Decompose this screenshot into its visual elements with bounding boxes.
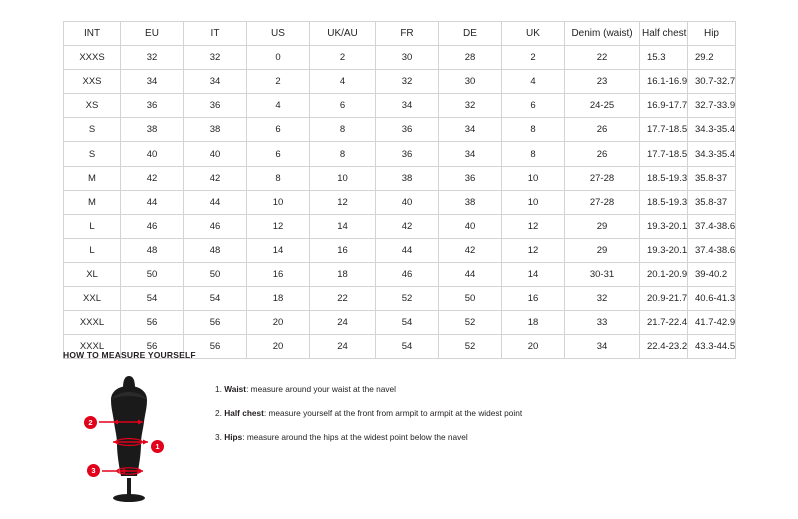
column-header-uk-au: UK/AU (310, 22, 376, 46)
step-text: : measure yourself at the front from armpit to armpit at the widest point (263, 408, 523, 418)
cell-it: 56 (184, 335, 247, 359)
cell-us: 14 (247, 238, 310, 262)
cell-int: XXL (64, 287, 121, 311)
cell-de: 44 (439, 262, 502, 286)
cell-uk-au: 8 (310, 118, 376, 142)
cell-half-chest: 17.7-18.5 (640, 142, 688, 166)
cell-hip: 29.2 (688, 46, 736, 70)
size-table (63, 21, 736, 359)
cell-de: 34 (439, 142, 502, 166)
cell-eu: 44 (121, 190, 184, 214)
cell-us: 4 (247, 94, 310, 118)
cell-fr: 52 (376, 287, 439, 311)
cell-half-chest: 22.4-23.2 (640, 335, 688, 359)
size-table-head (64, 22, 736, 46)
cell-uk-au: 4 (310, 70, 376, 94)
cell-uk-au: 14 (310, 214, 376, 238)
cell-de: 28 (439, 46, 502, 70)
step-term: Half chest (224, 408, 264, 418)
cell-us: 20 (247, 311, 310, 335)
cell-uk-au: 16 (310, 238, 376, 262)
cell-it: 46 (184, 214, 247, 238)
cell-de: 50 (439, 287, 502, 311)
column-header-eu: EU (121, 22, 184, 46)
cell-us: 0 (247, 46, 310, 70)
cell-it: 56 (184, 311, 247, 335)
cell-hip: 41.7-42.9 (688, 311, 736, 335)
cell-uk-au: 2 (310, 46, 376, 70)
cell-us: 6 (247, 118, 310, 142)
cell-fr: 32 (376, 70, 439, 94)
mannequin-figure (63, 370, 193, 505)
cell-us: 8 (247, 166, 310, 190)
cell-half-chest: 19.3-20.1 (640, 214, 688, 238)
table-row (64, 190, 736, 214)
cell-de: 38 (439, 190, 502, 214)
cell-uk: 2 (502, 46, 565, 70)
cell-uk-au: 24 (310, 311, 376, 335)
table-row (64, 214, 736, 238)
table-row (64, 262, 736, 286)
cell-it: 42 (184, 166, 247, 190)
cell-uk: 4 (502, 70, 565, 94)
cell-us: 16 (247, 262, 310, 286)
cell-half-chest: 21.7-22.4 (640, 311, 688, 335)
cell-eu: 56 (121, 311, 184, 335)
cell-eu: 56 (121, 335, 184, 359)
step-number: 2. (215, 408, 222, 418)
cell-eu: 38 (121, 118, 184, 142)
cell-half-chest: 18.5-19.3 (640, 190, 688, 214)
cell-int: XL (64, 262, 121, 286)
cell-eu: 50 (121, 262, 184, 286)
cell-de: 40 (439, 214, 502, 238)
cell-eu: 42 (121, 166, 184, 190)
cell-de: 32 (439, 94, 502, 118)
column-header-us: US (247, 22, 310, 46)
figure-badge-3: 3 (87, 464, 100, 477)
step-term: Hips (224, 432, 243, 442)
cell-hip: 32.7-33.9 (688, 94, 736, 118)
cell-hip: 34.3-35.4 (688, 118, 736, 142)
cell-fr: 34 (376, 94, 439, 118)
cell-it: 32 (184, 46, 247, 70)
cell-it: 50 (184, 262, 247, 286)
cell-fr: 36 (376, 118, 439, 142)
cell-fr: 42 (376, 214, 439, 238)
column-header-denim-waist: Denim (waist) (565, 22, 640, 46)
cell-eu: 46 (121, 214, 184, 238)
cell-denim-waist: 22 (565, 46, 640, 70)
column-header-int: INT (64, 22, 121, 46)
cell-fr: 54 (376, 335, 439, 359)
figure-badge-1: 1 (151, 440, 164, 453)
cell-denim-waist: 26 (565, 118, 640, 142)
cell-uk: 20 (502, 335, 565, 359)
cell-it: 34 (184, 70, 247, 94)
cell-int: M (64, 166, 121, 190)
cell-uk: 10 (502, 190, 565, 214)
step-number: 1. (215, 384, 222, 394)
how-to-measure-body (63, 370, 763, 505)
cell-half-chest: 16.1-16.9 (640, 70, 688, 94)
cell-it: 44 (184, 190, 247, 214)
cell-denim-waist: 29 (565, 214, 640, 238)
cell-half-chest: 16.9-17.7 (640, 94, 688, 118)
how-to-measure-title: HOW TO MEASURE YOURSELF (63, 350, 196, 360)
cell-uk: 8 (502, 142, 565, 166)
cell-denim-waist: 30-31 (565, 262, 640, 286)
cell-eu: 48 (121, 238, 184, 262)
cell-us: 6 (247, 142, 310, 166)
cell-uk: 6 (502, 94, 565, 118)
cell-us: 12 (247, 214, 310, 238)
cell-int: S (64, 118, 121, 142)
cell-hip: 37.4-38.6 (688, 214, 736, 238)
step-text: : measure around the hips at the widest point below the navel (242, 432, 468, 442)
cell-hip: 43.3-44.5 (688, 335, 736, 359)
table-row (64, 118, 736, 142)
size-table-container (63, 21, 735, 359)
cell-hip: 37.4-38.6 (688, 238, 736, 262)
size-table-body (64, 46, 736, 359)
cell-fr: 44 (376, 238, 439, 262)
cell-uk: 8 (502, 118, 565, 142)
cell-uk-au: 24 (310, 335, 376, 359)
how-to-measure-section (63, 350, 763, 505)
cell-half-chest: 15.3 (640, 46, 688, 70)
cell-fr: 36 (376, 142, 439, 166)
cell-int: XS (64, 94, 121, 118)
cell-uk: 12 (502, 214, 565, 238)
table-row (64, 46, 736, 70)
step-term: Waist (224, 384, 247, 394)
cell-denim-waist: 27-28 (565, 190, 640, 214)
cell-hip: 30.7-32.7 (688, 70, 736, 94)
measure-step-half-chest (215, 408, 522, 419)
cell-eu: 54 (121, 287, 184, 311)
table-row (64, 287, 736, 311)
cell-half-chest: 20.9-21.7 (640, 287, 688, 311)
table-row (64, 311, 736, 335)
table-header-row (64, 22, 736, 46)
column-header-half-chest: Half chest (640, 22, 688, 46)
cell-int: L (64, 214, 121, 238)
cell-hip: 39-40.2 (688, 262, 736, 286)
cell-it: 54 (184, 287, 247, 311)
cell-uk-au: 10 (310, 166, 376, 190)
cell-int: L (64, 238, 121, 262)
table-row (64, 238, 736, 262)
table-row (64, 70, 736, 94)
cell-fr: 38 (376, 166, 439, 190)
cell-fr: 46 (376, 262, 439, 286)
cell-uk-au: 18 (310, 262, 376, 286)
cell-us: 18 (247, 287, 310, 311)
cell-eu: 36 (121, 94, 184, 118)
cell-denim-waist: 32 (565, 287, 640, 311)
cell-uk-au: 6 (310, 94, 376, 118)
cell-hip: 40.6-41.3 (688, 287, 736, 311)
column-header-it: IT (184, 22, 247, 46)
cell-uk-au: 22 (310, 287, 376, 311)
table-row (64, 166, 736, 190)
cell-it: 36 (184, 94, 247, 118)
measure-step-waist (215, 384, 522, 395)
cell-denim-waist: 23 (565, 70, 640, 94)
cell-hip: 35.8-37 (688, 190, 736, 214)
cell-eu: 32 (121, 46, 184, 70)
cell-de: 52 (439, 335, 502, 359)
cell-eu: 34 (121, 70, 184, 94)
cell-us: 2 (247, 70, 310, 94)
cell-uk: 14 (502, 262, 565, 286)
cell-denim-waist: 34 (565, 335, 640, 359)
measure-steps-list (215, 370, 522, 456)
cell-int: XXXS (64, 46, 121, 70)
cell-uk: 18 (502, 311, 565, 335)
cell-us: 20 (247, 335, 310, 359)
cell-denim-waist: 26 (565, 142, 640, 166)
column-header-hip: Hip (688, 22, 736, 46)
mannequin-illustration (63, 370, 193, 505)
column-header-de: DE (439, 22, 502, 46)
cell-uk: 12 (502, 238, 565, 262)
cell-us: 10 (247, 190, 310, 214)
cell-denim-waist: 29 (565, 238, 640, 262)
cell-de: 42 (439, 238, 502, 262)
cell-int: M (64, 190, 121, 214)
cell-de: 52 (439, 311, 502, 335)
step-text: : measure around your waist at the navel (246, 384, 396, 394)
cell-uk: 16 (502, 287, 565, 311)
cell-half-chest: 20.1-20.9 (640, 262, 688, 286)
cell-hip: 34.3-35.4 (688, 142, 736, 166)
measure-step-hips (215, 432, 522, 443)
cell-denim-waist: 27-28 (565, 166, 640, 190)
cell-fr: 40 (376, 190, 439, 214)
cell-int: XXS (64, 70, 121, 94)
cell-it: 38 (184, 118, 247, 142)
column-header-fr: FR (376, 22, 439, 46)
cell-uk-au: 12 (310, 190, 376, 214)
step-number: 3. (215, 432, 222, 442)
cell-half-chest: 18.5-19.3 (640, 166, 688, 190)
figure-badge-2: 2 (84, 416, 97, 429)
table-row (64, 94, 736, 118)
cell-uk: 10 (502, 166, 565, 190)
cell-de: 34 (439, 118, 502, 142)
cell-fr: 30 (376, 46, 439, 70)
cell-eu: 40 (121, 142, 184, 166)
cell-fr: 54 (376, 311, 439, 335)
table-row (64, 142, 736, 166)
cell-hip: 35.8-37 (688, 166, 736, 190)
column-header-uk: UK (502, 22, 565, 46)
cell-denim-waist: 33 (565, 311, 640, 335)
cell-it: 48 (184, 238, 247, 262)
cell-half-chest: 17.7-18.5 (640, 118, 688, 142)
cell-uk-au: 8 (310, 142, 376, 166)
cell-denim-waist: 24-25 (565, 94, 640, 118)
cell-int: S (64, 142, 121, 166)
cell-half-chest: 19.3-20.1 (640, 238, 688, 262)
cell-de: 36 (439, 166, 502, 190)
cell-it: 40 (184, 142, 247, 166)
cell-int: XXXL (64, 311, 121, 335)
cell-int: XXXL (64, 335, 121, 359)
cell-de: 30 (439, 70, 502, 94)
